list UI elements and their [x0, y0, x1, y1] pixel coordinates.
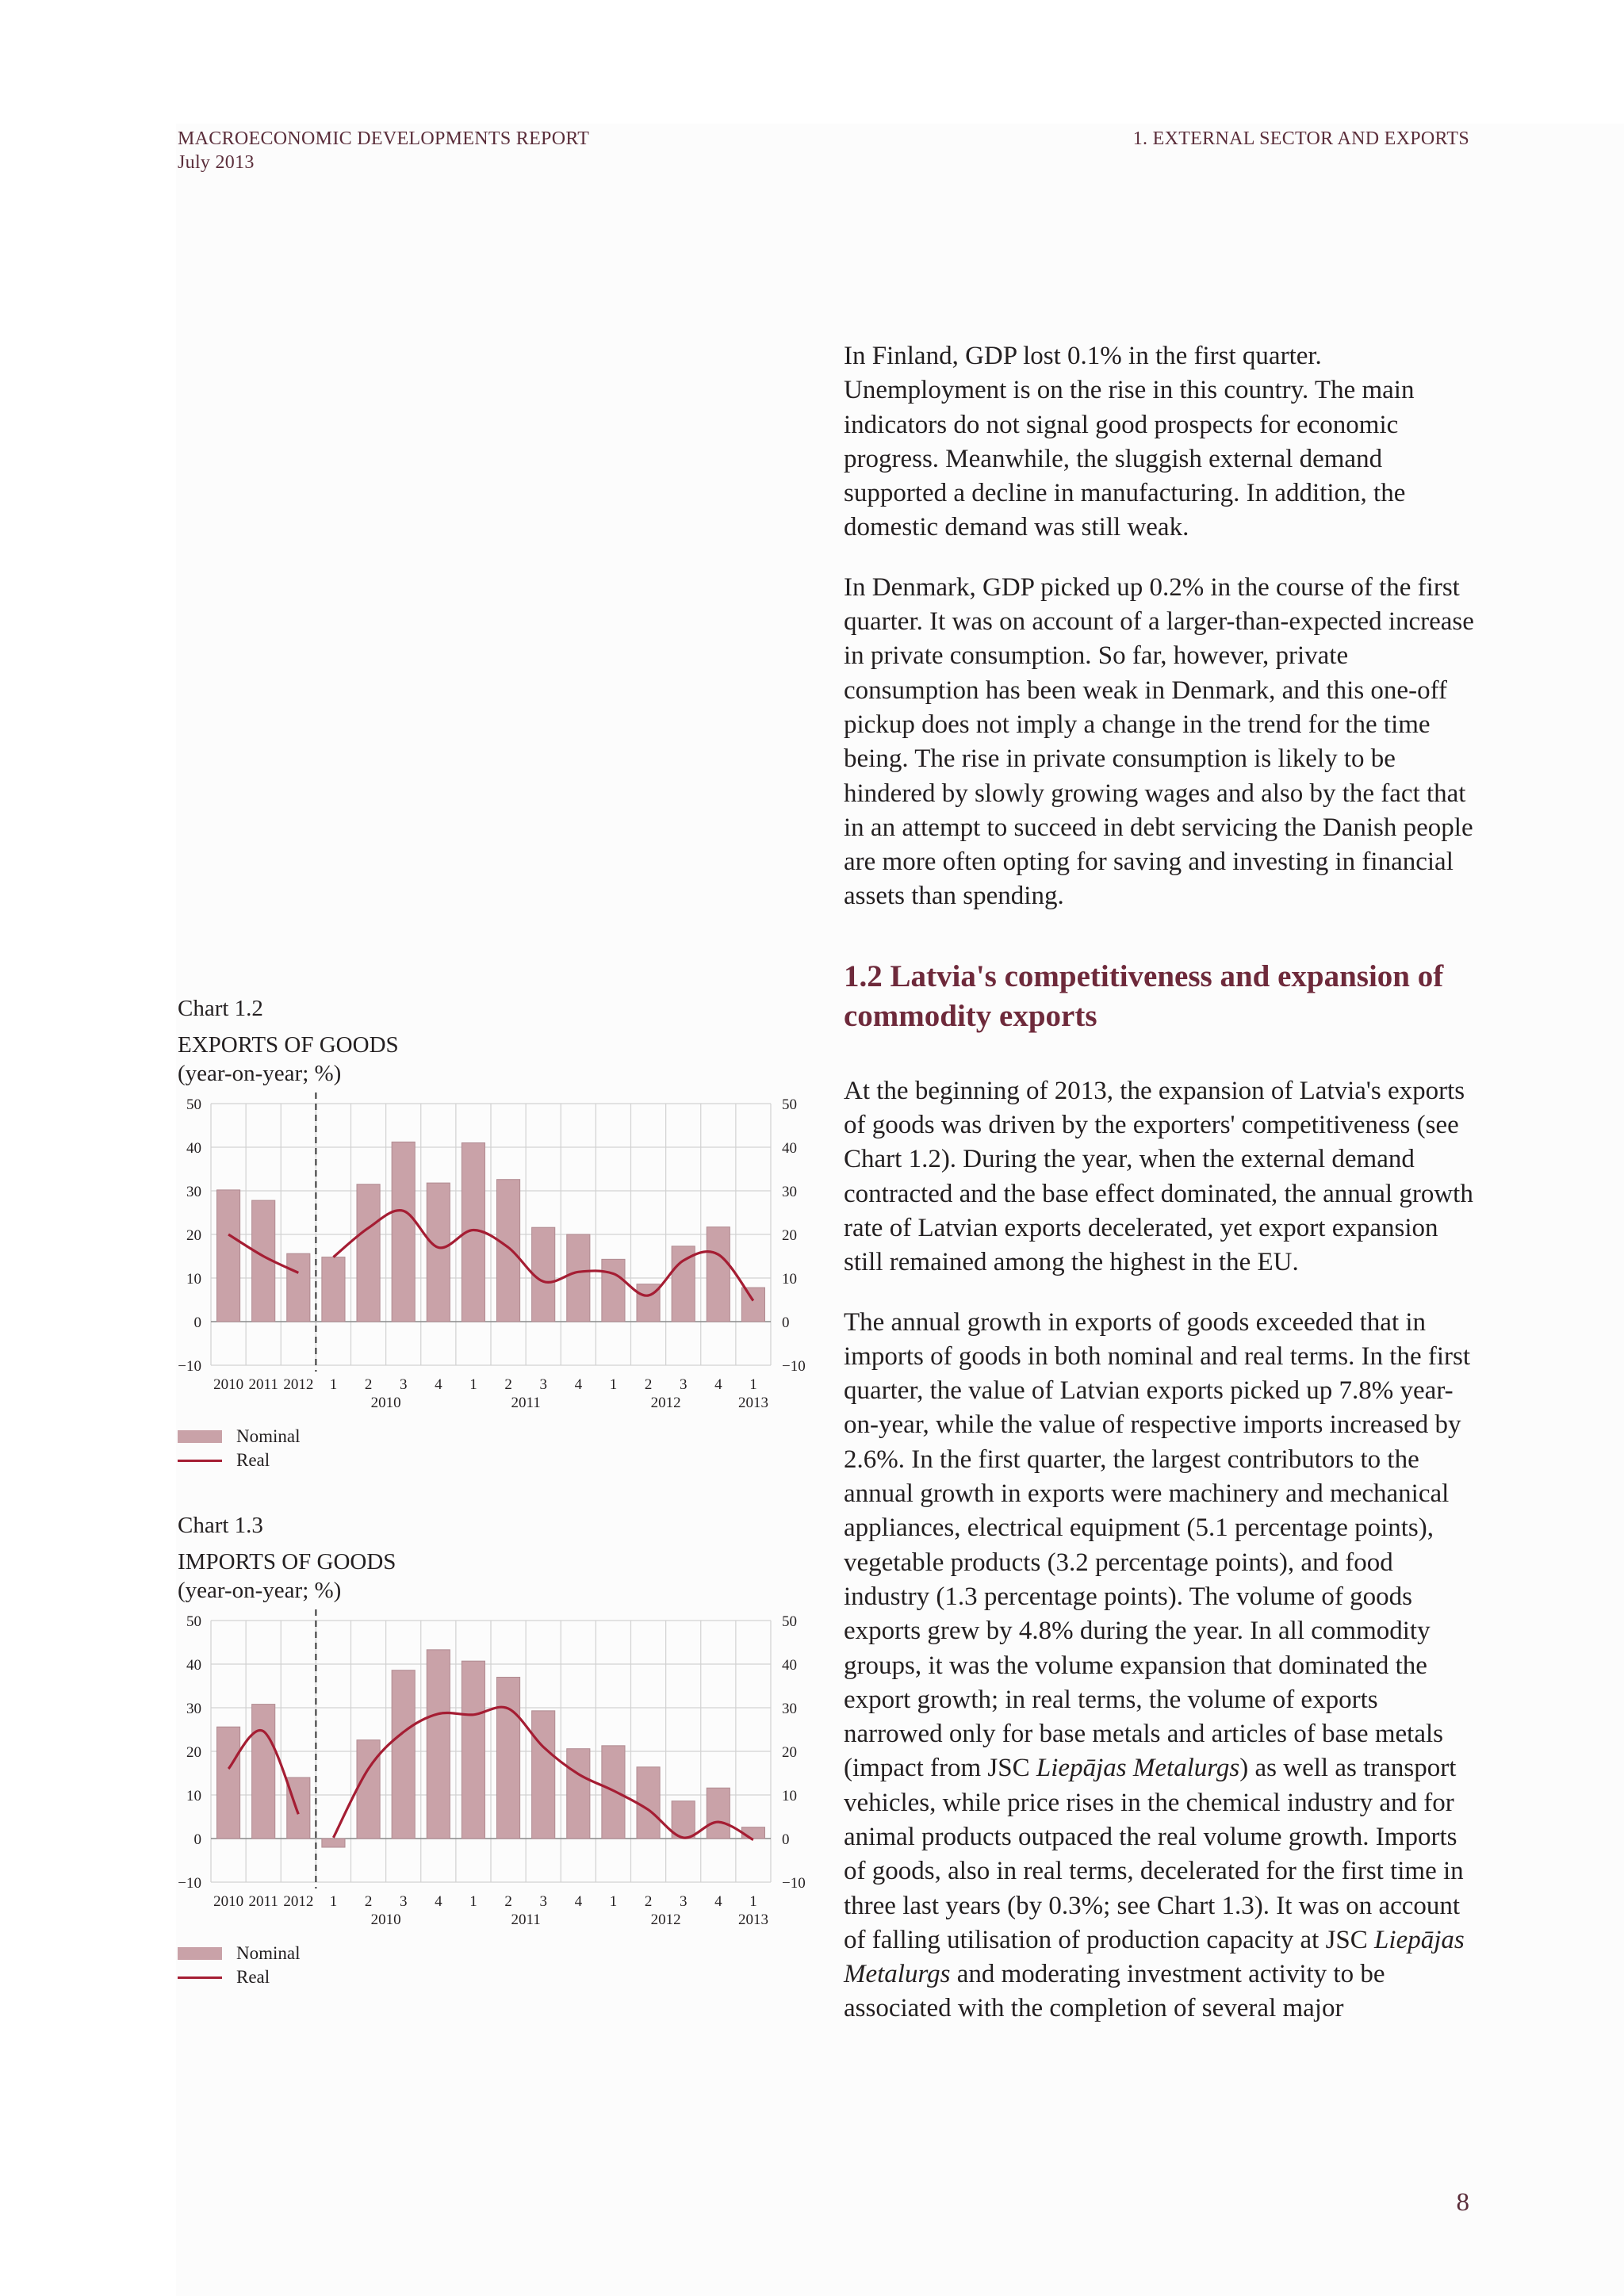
- x-year-group-label: 2013: [737, 1911, 768, 1928]
- bar: [427, 1183, 450, 1322]
- legend-label-real: Real: [236, 1450, 270, 1470]
- chart-legend: [178, 1942, 812, 1989]
- bar: [741, 1288, 764, 1322]
- bar: [602, 1746, 625, 1839]
- y-tick-label-left: 40: [186, 1140, 201, 1157]
- legend-label-real: Real: [236, 1967, 270, 1987]
- x-tick-label: 3: [399, 1376, 408, 1393]
- bar: [462, 1661, 485, 1839]
- x-tick-label: 3: [539, 1893, 547, 1910]
- y-tick-label-left: 50: [186, 1613, 201, 1630]
- bar: [497, 1180, 520, 1322]
- y-tick-label-right: 50: [782, 1613, 797, 1630]
- x-year-group-label: 2012: [650, 1911, 681, 1928]
- y-tick-label-right: 0: [782, 1831, 790, 1848]
- chart-plot: [178, 1088, 812, 1421]
- x-tick-label: 3: [399, 1893, 408, 1910]
- body-text-column: [844, 339, 1478, 2026]
- chart-title: EXPORTS OF GOODS: [178, 1032, 399, 1058]
- y-tick-label-left: 0: [193, 1831, 201, 1848]
- bar: [567, 1749, 590, 1839]
- legend-swatch-bar: [178, 1430, 222, 1443]
- chart-plot: [178, 1605, 812, 1938]
- page-number: 8: [1456, 2188, 1469, 2217]
- x-tick-label: 3: [679, 1893, 688, 1910]
- y-tick-label-left: −10: [178, 1358, 201, 1375]
- x-tick-label: 1: [469, 1376, 477, 1393]
- paragraph-export-growth: [844, 1306, 1478, 2026]
- y-tick-label-right: 0: [782, 1314, 790, 1331]
- legend-label-nominal: Nominal: [236, 1426, 301, 1446]
- y-tick-label-left: 50: [186, 1096, 201, 1113]
- chart-subtitle: (year-on-year; %): [178, 1578, 342, 1603]
- x-tick-label: 2011: [248, 1893, 278, 1910]
- section-title: 1. EXTERNAL SECTOR AND EXPORTS: [1132, 128, 1469, 149]
- y-tick-label-right: 10: [782, 1271, 797, 1288]
- paragraph-denmark: In Denmark, GDP picked up 0.2% in the course of the first quarter. It was on account of a larger-than-expected increase in private consumption. So far, however, private consumption has been weak in Denmark, and this one-off pickup does not imply a change in the trend for the time being. The rise in private consumption is likely to be hindered by slowly growing wages and also by the fact that in an attempt to succeed in debt servicing the Danish people are more often opting for saving and investing in financial assets than spending.: [844, 572, 1474, 911]
- y-tick-label-right: −10: [782, 1875, 806, 1892]
- y-tick-label-right: 20: [782, 1227, 797, 1244]
- x-tick-label: 2011: [248, 1376, 278, 1393]
- y-tick-label-left: 10: [186, 1788, 201, 1804]
- x-tick-label: 2: [504, 1376, 512, 1393]
- chart-1-2: [178, 994, 812, 1472]
- y-tick-label-left: 30: [186, 1701, 201, 1717]
- section-heading: 1.2 Latvia's competitiveness and expansion of commodity exports: [844, 959, 1444, 1033]
- bar: [392, 1670, 415, 1839]
- x-tick-label: 3: [679, 1376, 688, 1393]
- x-tick-label: 1: [749, 1376, 757, 1393]
- legend-item-real: [178, 1965, 812, 1989]
- bar: [217, 1190, 240, 1322]
- bar: [287, 1777, 310, 1839]
- y-tick-label-left: 20: [186, 1227, 201, 1244]
- x-tick-label: 2012: [283, 1376, 314, 1393]
- x-tick-label: 1: [329, 1376, 338, 1393]
- bar: [707, 1788, 730, 1839]
- y-tick-label-left: 0: [193, 1314, 201, 1331]
- legend-label-nominal: Nominal: [236, 1943, 301, 1963]
- chart-legend: [178, 1425, 812, 1472]
- bar: [707, 1227, 730, 1322]
- x-tick-label: 4: [574, 1376, 583, 1393]
- legend-item-nominal: [178, 1942, 812, 1965]
- paragraph-beginning-2013: At the beginning of 2013, the expansion of Latvia's exports of goods was driven by the exporters' competitiveness (see Chart 1.2). During the year, when the external demand contracted and the base effect dominated, the annual growth rate of Latvian exports decelerated, yet export expansion still remained among the highest in the EU.: [844, 1076, 1473, 1277]
- x-year-group-label: 2011: [511, 1395, 541, 1411]
- x-year-group-label: 2011: [511, 1911, 541, 1928]
- bar: [357, 1740, 380, 1839]
- bar: [322, 1257, 345, 1322]
- running-header-right: [1133, 127, 1469, 151]
- x-tick-label: 2: [504, 1893, 512, 1910]
- x-tick-label: 4: [435, 1893, 442, 1910]
- chart-subtitle: (year-on-year; %): [178, 1061, 342, 1086]
- bar: [392, 1142, 415, 1322]
- paragraph-text: ) as well as transport vehicles, while price rises in the chemical industry and for animal products outpaced the real volume growth. Imports of goods, also in real terms, decelerated for the first time in three last years (by 0.3%; see Chart 1.3). It was on account of falling utilisation of production capacity at JSC: [844, 1754, 1464, 1954]
- bar: [497, 1678, 520, 1839]
- legend-item-nominal: [178, 1425, 812, 1448]
- x-tick-label: 1: [749, 1893, 757, 1910]
- y-tick-label-right: 30: [782, 1701, 797, 1717]
- x-tick-label: 2: [644, 1893, 653, 1910]
- x-tick-label: 1: [609, 1376, 618, 1393]
- bar: [567, 1234, 590, 1322]
- legend-swatch-line: [178, 1976, 222, 1979]
- x-tick-label: 1: [609, 1893, 618, 1910]
- y-tick-label-right: 40: [782, 1140, 797, 1157]
- legend-swatch-bar: [178, 1947, 222, 1960]
- company-name: Liepājas Metalurgs: [844, 1925, 1465, 1989]
- report-date: July 2013: [178, 152, 255, 173]
- running-header-left: [178, 127, 589, 174]
- x-tick-label: 4: [574, 1893, 583, 1910]
- x-tick-label: 2: [644, 1376, 653, 1393]
- bar: [602, 1259, 625, 1322]
- bar: [427, 1650, 450, 1839]
- x-tick-label: 2010: [213, 1376, 244, 1393]
- paragraph-text: and moderating investment activity to be associated with the completion of several major: [844, 1960, 1385, 2023]
- x-year-group-label: 2012: [650, 1395, 681, 1411]
- x-tick-label: 4: [435, 1376, 442, 1393]
- y-tick-label-right: −10: [782, 1358, 806, 1375]
- x-tick-label: 2010: [213, 1893, 244, 1910]
- report-title: MACROECONOMIC DEVELOPMENTS REPORT: [178, 128, 590, 149]
- y-tick-label-left: 20: [186, 1744, 201, 1761]
- bar: [322, 1839, 345, 1847]
- chart-number: Chart 1.2: [178, 996, 263, 1021]
- chart-number: Chart 1.3: [178, 1513, 263, 1538]
- x-tick-label: 2012: [283, 1893, 314, 1910]
- y-tick-label-right: 50: [782, 1096, 797, 1113]
- bar: [532, 1711, 555, 1839]
- x-year-group-label: 2013: [737, 1395, 768, 1411]
- x-tick-label: 1: [329, 1893, 338, 1910]
- bar: [637, 1767, 660, 1839]
- y-tick-label-right: 40: [782, 1657, 797, 1674]
- company-name: Liepājas Metalurgs: [1036, 1754, 1240, 1783]
- legend-swatch-line: [178, 1460, 222, 1462]
- bar: [532, 1227, 555, 1322]
- y-tick-label-left: 10: [186, 1271, 201, 1288]
- bar: [252, 1705, 275, 1839]
- y-tick-label-left: 30: [186, 1184, 201, 1200]
- chart-1-3: [178, 1511, 812, 1989]
- paragraph-text: The annual growth in exports of goods exceeded that in imports of goods in both nominal and real terms. In the first quarter, the value of Latvian exports picked up 7.8% year-on-year, while the value of respective imports increased by 2.6%. In the first quarter, the largest contributors to the annual growth in exports were machinery and mechanical appliances, electrical equipment (5.1 percentage points), vegetable products (3.2 percentage points), and food industry (1.3 percentage points). The volume of goods exports grew by 4.8% during the year. In all commodity groups, it was the volume expansion that dominated the export growth; in real terms, the volume of exports narrowed only for base metals and articles of base metals (impact from JSC: [844, 1307, 1471, 1783]
- x-tick-label: 2: [364, 1376, 373, 1393]
- bar: [357, 1184, 380, 1322]
- x-tick-label: 2: [364, 1893, 373, 1910]
- paragraph-finland: In Finland, GDP lost 0.1% in the first quarter. Unemployment is on the rise in this country. The main indicators do not signal good prospects for economic progress. Meanwhile, the sluggish external demand supported a decline in manufacturing. In addition, the domestic demand was still weak.: [844, 342, 1415, 542]
- x-year-group-label: 2010: [370, 1395, 401, 1411]
- bar: [741, 1827, 764, 1839]
- y-tick-label-left: 40: [186, 1657, 201, 1674]
- bar: [217, 1727, 240, 1839]
- x-tick-label: 1: [469, 1893, 477, 1910]
- legend-item-real: [178, 1448, 812, 1472]
- x-tick-label: 4: [714, 1376, 722, 1393]
- bar: [287, 1253, 310, 1322]
- x-year-group-label: 2010: [370, 1911, 401, 1928]
- x-tick-label: 3: [539, 1376, 547, 1393]
- y-tick-label-right: 30: [782, 1184, 797, 1200]
- x-tick-label: 4: [714, 1893, 722, 1910]
- y-tick-label-right: 20: [782, 1744, 797, 1761]
- y-tick-label-right: 10: [782, 1788, 797, 1804]
- chart-title: IMPORTS OF GOODS: [178, 1549, 396, 1575]
- y-tick-label-left: −10: [178, 1875, 201, 1892]
